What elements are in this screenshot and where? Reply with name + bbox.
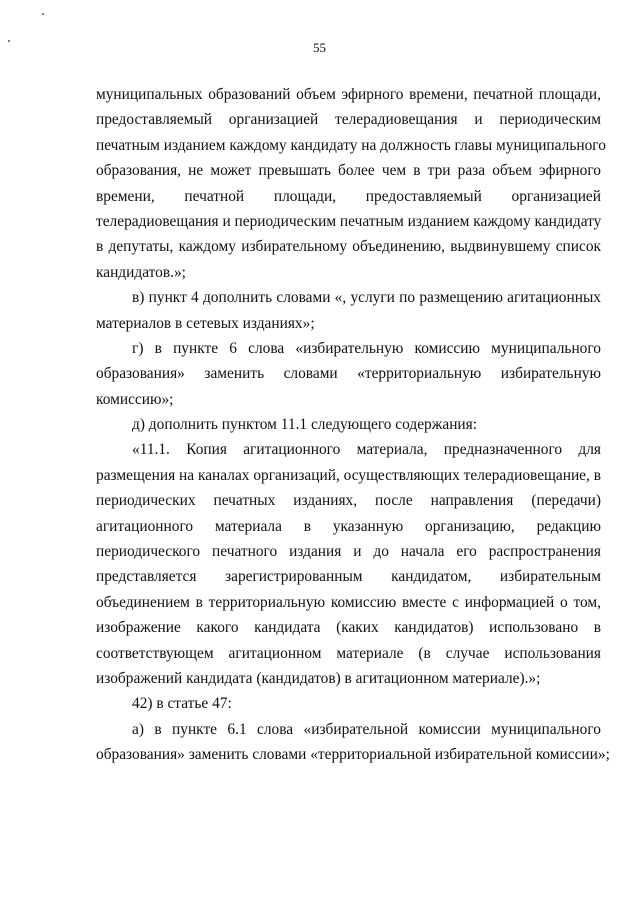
text-line: «11.1. Копия агитационного материала, предназначенного для [132, 441, 601, 459]
text-line: образования, не может превышать более чем в три раза объем эфирного [96, 162, 601, 180]
text-line: периодического печатного издания и до начала его распространения [96, 543, 601, 561]
text-line: представляется зарегистрированным кандидатом, избирательным [96, 568, 601, 586]
scan-speck [42, 13, 44, 15]
text-line: соответствующем агитационном материале (в случае использования [96, 644, 601, 662]
text-line: периодических печатных изданиях, после направления (передачи) [96, 492, 601, 510]
text-line: образования» заменить словами «территориальную избирательную [96, 365, 601, 383]
text-line: а) в пункте 6.1 слова «избирательной комиссии муниципального [132, 720, 601, 738]
text-line: в депутаты, каждому избирательному объединению, выдвинувшему список [96, 238, 601, 256]
text-line: в) пункт 4 дополнить словами «, услуги по размещению агитационных [132, 289, 601, 307]
text-line: объединением в территориальную комиссию вместе с информацией о том, [96, 593, 601, 611]
text-line: предоставляемый организацией телерадиовещания и периодическим [96, 111, 601, 129]
text-line: размещения на каналах организаций, осуществляющих телерадиовещание, в [96, 466, 601, 484]
text-line: кандидатов.»; [96, 263, 186, 281]
text-line: телерадиовещания и периодическим печатным изданием каждому кандидату [96, 212, 602, 230]
text-line: агитационного материала в указанную организацию, редакцию [96, 517, 601, 535]
text-line: печатным изданием каждому кандидату на должность главы муниципального [96, 136, 606, 154]
text-line: изображение какого кандидата (каких кандидатов) использовано в [96, 619, 601, 637]
text-line: времени, печатной площади, предоставляемый организацией [96, 187, 601, 205]
text-line: образования» заменить словами «территориальной избирательной комиссии»; [96, 746, 610, 764]
text-line: материалов в сетевых изданиях»; [96, 314, 315, 332]
document-body [96, 82, 610, 768]
text-line: изображений кандидата (кандидатов) в агитационном материале).»; [96, 669, 541, 687]
text-line: д) дополнить пунктом 11.1 следующего содержания: [132, 416, 478, 434]
text-line: комиссию»; [96, 390, 174, 408]
text-line: г) в пункте 6 слова «избирательную комиссию муниципального [132, 339, 601, 357]
text-line: 42) в статье 47: [132, 695, 232, 713]
page-number: 55 [313, 40, 326, 55]
text-line: муниципальных образований объем эфирного времени, печатной площади, [96, 86, 601, 103]
